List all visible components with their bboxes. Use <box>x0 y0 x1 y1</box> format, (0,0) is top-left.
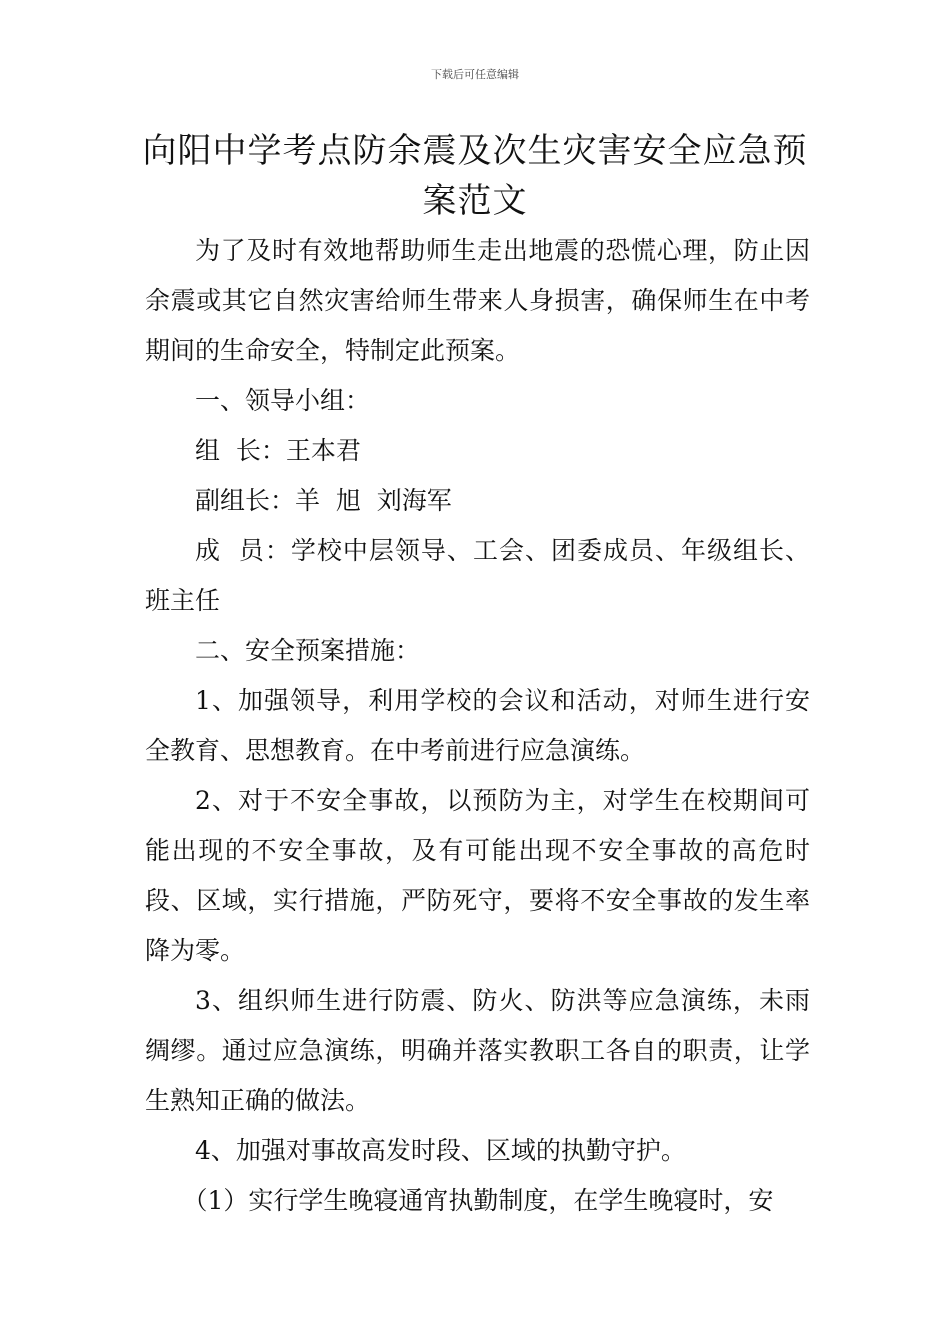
header-note: 下载后可任意编辑 <box>431 68 519 81</box>
section-heading-leadership: 一、领导小组： <box>195 386 371 415</box>
measure-item-3: 3、组织师生进行防震、防火、防洪等应急演练，未雨绸缪。通过应急演练，明确并落实教职工各自的职责，让学生熟知正确的做法。 <box>145 986 810 1115</box>
measure-item-1: 1、加强领导，利用学校的会议和活动，对师生进行安全教育、思想教育。在中考前进行应急演练。 <box>145 686 810 765</box>
document-title: 向阳中学考点防余震及次生灾害安全应急预案范文 <box>142 131 808 221</box>
members-line: 成 员：学校中层领导、工会、团委成员、年级组长、班主任 <box>145 536 810 615</box>
measure-item-4: 4、加强对事故高发时段、区域的执勤守护。 <box>195 1136 686 1165</box>
section-heading-measures: 二、安全预案措施： <box>195 636 421 665</box>
measure-item-2: 2、对于不安全事故，以预防为主，对学生在校期间可能出现的不安全事故，及有可能出现不安全事故的高危时段、区域，实行措施，严防死守，要将不安全事故的发生率降为零。 <box>145 786 810 965</box>
measure-subitem-1: （1）实行学生晚寝通宵执勤制度，在学生晚寝时，安 <box>182 1186 774 1215</box>
deputy-leader-line: 副组长：羊 旭 刘海军 <box>195 486 452 515</box>
paragraph-intro: 为了及时有效地帮助师生走出地震的恐慌心理，防止因余震或其它自然灾害给师生带来人身损害，确保师生在中考期间的生命安全，特制定此预案。 <box>145 236 810 365</box>
document-body <box>145 226 810 1226</box>
leader-line: 组 长：王本君 <box>195 436 361 465</box>
